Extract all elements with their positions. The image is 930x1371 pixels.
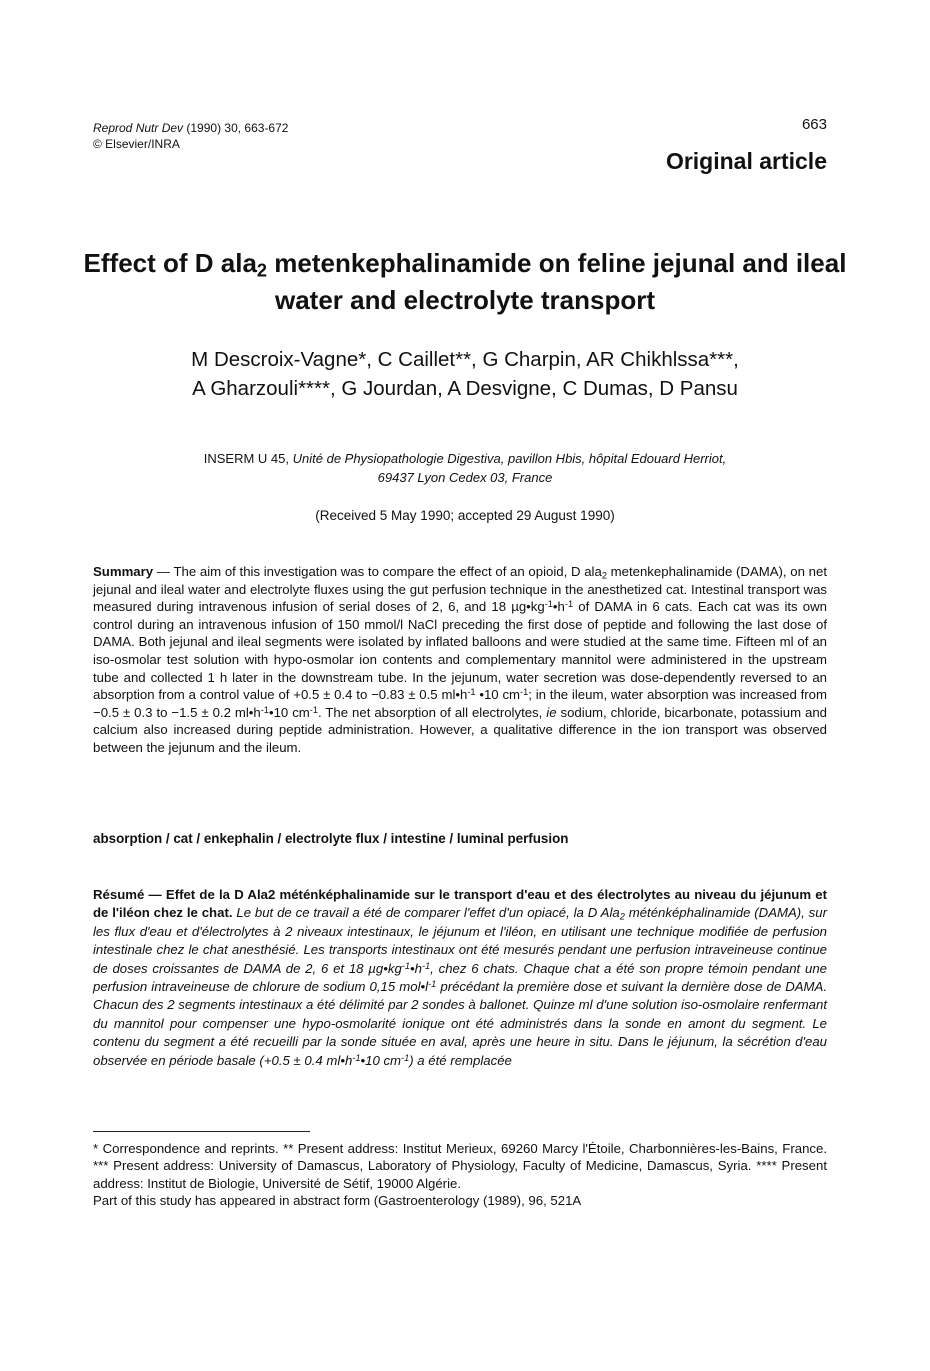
affiliation [80, 449, 850, 487]
resume-text: •10 cm [360, 1052, 402, 1068]
summary-text: •h [552, 599, 565, 615]
resume-sup: -1 [421, 960, 431, 971]
summary-text: . The net absorption of all electrolytes, [318, 704, 547, 720]
resume-sub: 2 [619, 911, 625, 922]
footnotes [93, 1140, 827, 1210]
received-dates: (Received 5 May 1990; accepted 29 August 1990) [315, 508, 615, 523]
summary-label: Summary [93, 564, 154, 579]
page-number: 663 [801, 116, 827, 133]
resume-abstract [93, 886, 827, 1070]
resume-text: Le but de ce travail a été de comparer l'effet d'un opiacé, la D Ala [232, 905, 620, 921]
resume-text: , chez 6 chats. Chaque chat a été son propre témoin pendant une perfusion intraveineuse de chlorure de sodium 0,15 mol•l [93, 960, 827, 995]
affiliation-line-2: 69437 Lyon Cedex 03, France [377, 470, 553, 485]
paper-title [60, 245, 870, 319]
article-type: Original article [665, 148, 827, 174]
resume-sup: -1 [428, 978, 437, 989]
summary-text: ; in the ileum, water absorption was increased from −0.5 ± 0.3 to −1.5 ± 0.2 ml•h [93, 687, 827, 720]
summary-ie: ie [546, 704, 557, 720]
footnote-abstract-note: Part of this study has appeared in abstract form (Gastroenterology (1989), 96, 521A [93, 1193, 582, 1209]
resume-sup: -1 [401, 1052, 410, 1063]
publisher: © Elsevier/INRA [93, 137, 180, 151]
footnote-correspondence: * Correspondence and reprints. ** Present address: Institut Merieux, 69260 Marcy l'Étoile, Charbonnières-les-Bains, France. *** Present address: University of Damascus, Laboratory of Physiology, Faculty of Medicine, Damascus, Syria. **** Present address: Institut de Biologie, Université de Sétif, 19000 Algérie. [93, 1141, 827, 1191]
journal-name: Reprod Nutr Dev [93, 121, 184, 135]
summary-sup: -1 [544, 599, 553, 610]
summary-sup: -1 [467, 687, 476, 697]
summary-text: of DAMA in 6 cats. Each cat was its own control during an intravenous infusion of 150 mmol/l NaCl preceding the first dose of peptide and following the last dose of DAMA. Both jejunal and ileal segments were isolated by inflated balloons and were studied at the same time. Fifteen ml of an iso-osmolar test solution with hypo-osmolar ion contents and complementary mannitol were administered in the upstream tube and collected 1 h later in the downstream tube. In the jejunum, water secretion was dose-dependently reversed to an absorption from a control value of +0.5 ± 0.4 to −0.83 ± 0.5 ml•h [93, 599, 827, 703]
title-post: metenkephalinamide on feline jejunal and ileal water and electrolyte transport [267, 248, 847, 315]
resume-sup: -1 [352, 1052, 361, 1063]
journal-citation [93, 120, 288, 152]
summary-text: — The aim of this investigation was to compare the effect of an opioid, D ala [153, 564, 602, 579]
summary-text: sodium, chloride, bicarbonate, potassium and calcium also increased during peptide administration. However, a qualitative difference in the ion transport was observed between the jejunum and the ileum. [93, 704, 828, 755]
summary-sup: -1 [309, 704, 318, 715]
resume-text: méténképhalinamide (DAMA), sur les flux d'eau et d'électrolytes à 2 niveaux intestinaux, le jéjunum et l'iléon, en utilisant une technique modifiée de perfusion intestinale chez le chat anesthésié. Les transports intestinaux ont été mesurés pendant une perfusion intraveineuse continue de doses croissantes de DAMA de 2, 6 et 18 µg•kg [93, 905, 827, 976]
resume-sup: -1 [401, 960, 410, 971]
resume-text: précédant la première dose et suivant la dernière dose de DAMA. Chacun des 2 segments intestinaux a été délimité par 2 sondes à ballonet. Quinze ml d'une solution iso-osmolaire renfermant du mannitol pour compenser une hypo-osmolarité ionique ont été administrés dans la sonde en amont du segment. Le contenu du segment a été recueilli par la sonde située en aval, après une heure in situ. Dans le jéjunum, la sécrétion d'eau observée en période basale (+0.5 ± 0.4 ml•h [93, 979, 827, 1068]
authors-line-1: M Descroix-Vagne*, C Caillet**, G Charpin, AR Chikhlssa***, [191, 348, 739, 371]
author-list [60, 345, 870, 403]
resume-text: ) a été remplacée [409, 1052, 512, 1068]
title-pre: Effect of D ala [83, 248, 257, 278]
title-sub: 2 [256, 260, 268, 281]
affiliation-line-1: Unité de Physiopathologie Digestiva, pavillon Hbis, hôpital Edouard Herriot, [289, 451, 727, 466]
affiliation-lab: INSERM U 45, [203, 451, 290, 466]
authors-line-2: A Gharzouli****, G Jourdan, A Desvigne, C Dumas, D Pansu [192, 377, 738, 400]
summary-sup: -1 [564, 599, 574, 610]
keywords: absorption / cat / enkephalin / electrolyte flux / intestine / luminal perfusion [93, 831, 569, 846]
summary-text: metenkephalinamide (DAMA), on net jejunal and ileal water and electrolyte fluxes using the gut perfusion technique in the anesthetized cat. Intestinal transport was measured during intravenous infusion of serial doses of 2, 6, and 18 µg•kg [93, 564, 827, 615]
summary-sub: 2 [601, 570, 607, 581]
summary-text: •10 cm [268, 704, 310, 720]
resume-heading: Résumé — Effet de la D Ala2 méténképhalinamide sur le transport d'eau et des électrolytes au niveau du jéjunum et de l'iléon chez le chat. [93, 887, 827, 921]
resume-text: •h [410, 960, 422, 976]
summary-sup: -1 [520, 687, 529, 697]
summary-abstract [93, 563, 827, 757]
summary-sup: -1 [260, 704, 269, 715]
journal-ref: (1990) 30, 663-672 [183, 121, 289, 135]
summary-text: •10 cm [475, 687, 521, 703]
footnote-divider [93, 1131, 310, 1132]
